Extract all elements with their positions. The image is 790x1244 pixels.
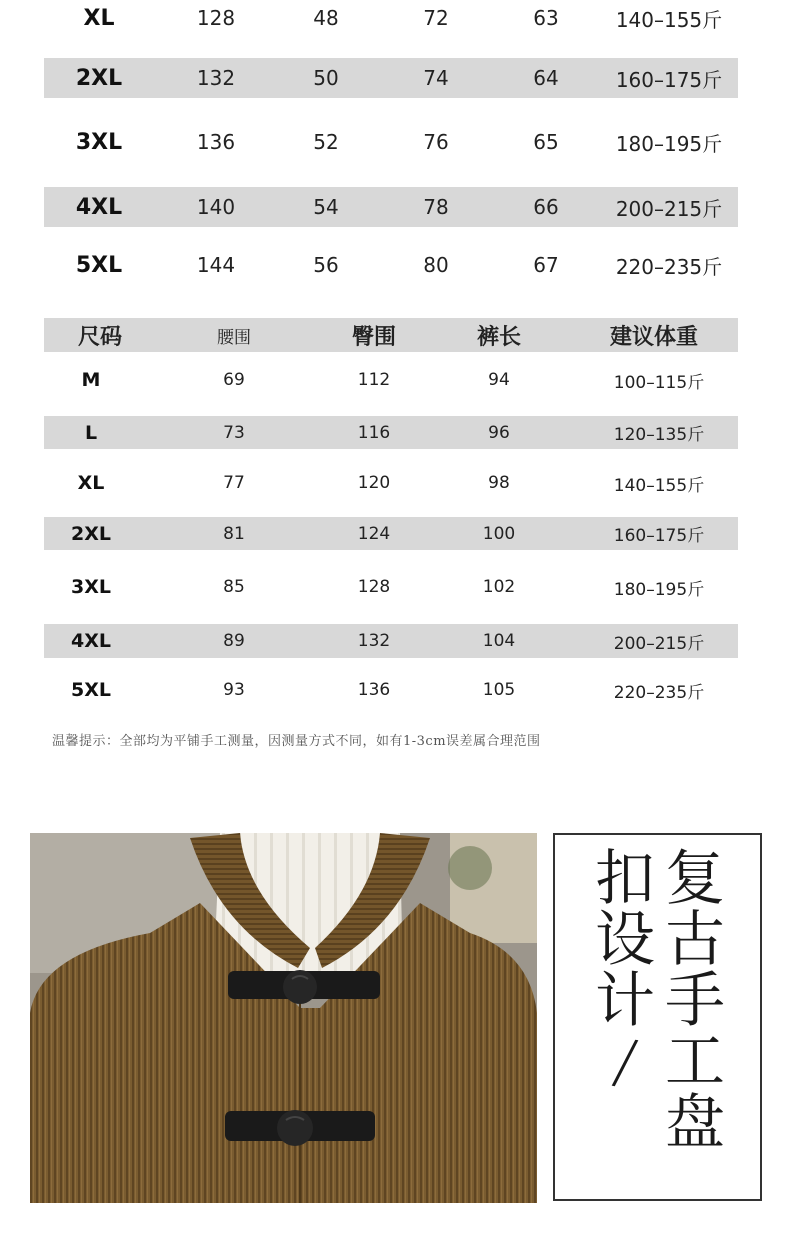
value-cell: 54 <box>313 195 339 219</box>
value-cell: 140 <box>196 195 236 219</box>
weight-cell: 200–215斤 <box>613 633 705 654</box>
size-cell: 3XL <box>75 129 123 155</box>
weight-cell: 180–195斤 <box>615 131 723 156</box>
table-row <box>44 122 738 162</box>
feature-char: / <box>609 1025 642 1099</box>
hip-cell: 132 <box>357 631 391 651</box>
value-cell: 144 <box>196 253 236 277</box>
value-cell: 52 <box>313 130 339 154</box>
header-length: 裤长 <box>476 323 521 350</box>
hip-cell: 112 <box>357 370 391 390</box>
size-cell: XL <box>77 472 105 494</box>
hip-cell: 136 <box>357 680 391 700</box>
weight-cell: 220–235斤 <box>613 682 705 703</box>
feature-char: 古 <box>665 905 725 975</box>
table-row <box>44 672 738 708</box>
length-cell: 94 <box>488 370 510 390</box>
weight-cell: 140–155斤 <box>615 7 723 32</box>
length-cell: 98 <box>488 473 510 493</box>
table-row <box>44 245 738 285</box>
value-cell: 65 <box>533 130 559 154</box>
size-cell: 5XL <box>71 679 111 701</box>
measurement-note: 温馨提示：全部均为平铺手工测量，因测量方式不同，如有1-3cm误差属合理范围 <box>52 734 541 749</box>
value-cell: 48 <box>313 6 339 30</box>
table-header <box>44 318 738 352</box>
feature-char: 复 <box>665 844 725 914</box>
length-cell: 104 <box>482 631 516 651</box>
value-cell: 64 <box>533 66 559 90</box>
size-cell: XL <box>83 5 115 31</box>
table-row <box>44 187 738 227</box>
waist-cell: 77 <box>223 473 245 493</box>
size-cell: 5XL <box>75 252 123 278</box>
value-cell: 132 <box>196 66 236 90</box>
weight-cell: 100–115斤 <box>613 372 705 393</box>
feature-char: 手 <box>665 966 725 1036</box>
length-cell: 102 <box>482 577 516 597</box>
length-cell: 96 <box>488 422 510 443</box>
length-cell: 100 <box>482 523 516 544</box>
waist-cell: 85 <box>223 577 245 597</box>
table-row <box>44 517 738 550</box>
weight-cell: 140–155斤 <box>613 475 705 496</box>
table-row <box>44 58 738 98</box>
hip-cell: 116 <box>357 422 391 443</box>
hip-cell: 124 <box>357 523 391 544</box>
waist-cell: 89 <box>223 631 245 651</box>
size-cell: M <box>81 369 101 391</box>
waist-cell: 73 <box>223 422 245 443</box>
feature-char: 计 <box>595 966 655 1036</box>
header-hip: 臀围 <box>351 323 396 350</box>
weight-cell: 120–135斤 <box>613 425 705 445</box>
table-row <box>44 0 738 36</box>
table-row <box>44 362 738 398</box>
feature-char: 盘 <box>665 1088 725 1158</box>
size-cell: 2XL <box>71 522 111 545</box>
size-cell: 4XL <box>71 630 111 652</box>
feature-text-box <box>553 833 762 1201</box>
value-cell: 50 <box>313 66 339 90</box>
header-waist: 腰围 <box>217 327 251 348</box>
value-cell: 136 <box>196 130 236 154</box>
weight-cell: 200–215斤 <box>615 196 723 221</box>
feature-char: 工 <box>665 1027 725 1097</box>
table-row <box>44 624 738 658</box>
weight-cell: 180–195斤 <box>613 579 705 600</box>
weight-cell: 160–175斤 <box>615 67 723 92</box>
waist-cell: 93 <box>223 680 245 700</box>
waist-cell: 69 <box>223 370 245 390</box>
value-cell: 56 <box>313 253 339 277</box>
waist-cell: 81 <box>223 523 245 544</box>
feature-line-1 <box>665 844 725 1158</box>
header-weight: 建议体重 <box>609 323 698 350</box>
hip-cell: 120 <box>357 473 391 493</box>
table-row <box>44 569 738 605</box>
table-row <box>44 465 738 501</box>
table-row <box>44 416 738 449</box>
hip-cell: 128 <box>357 577 391 597</box>
product-photo <box>30 833 537 1203</box>
frog-button-icon <box>228 970 380 1004</box>
value-cell: 63 <box>533 6 559 30</box>
size-cell: L <box>84 421 98 444</box>
feature-line-2 <box>595 844 655 1099</box>
size-cell: 2XL <box>75 65 123 91</box>
header-size: 尺码 <box>77 323 122 350</box>
value-cell: 128 <box>196 6 236 30</box>
length-cell: 105 <box>482 680 516 700</box>
weight-cell: 220–235斤 <box>615 254 723 279</box>
size-cell: 3XL <box>71 576 111 598</box>
weight-cell: 160–175斤 <box>613 526 705 546</box>
size-cell: 4XL <box>75 194 123 220</box>
value-cell: 74 <box>423 66 449 90</box>
feature-char: 扣 <box>595 844 655 914</box>
frog-button-icon <box>225 1110 375 1146</box>
value-cell: 76 <box>423 130 449 154</box>
feature-char: 设 <box>595 905 655 975</box>
value-cell: 80 <box>423 253 449 277</box>
value-cell: 66 <box>533 195 559 219</box>
value-cell: 78 <box>423 195 449 219</box>
value-cell: 67 <box>533 253 559 277</box>
value-cell: 72 <box>423 6 449 30</box>
